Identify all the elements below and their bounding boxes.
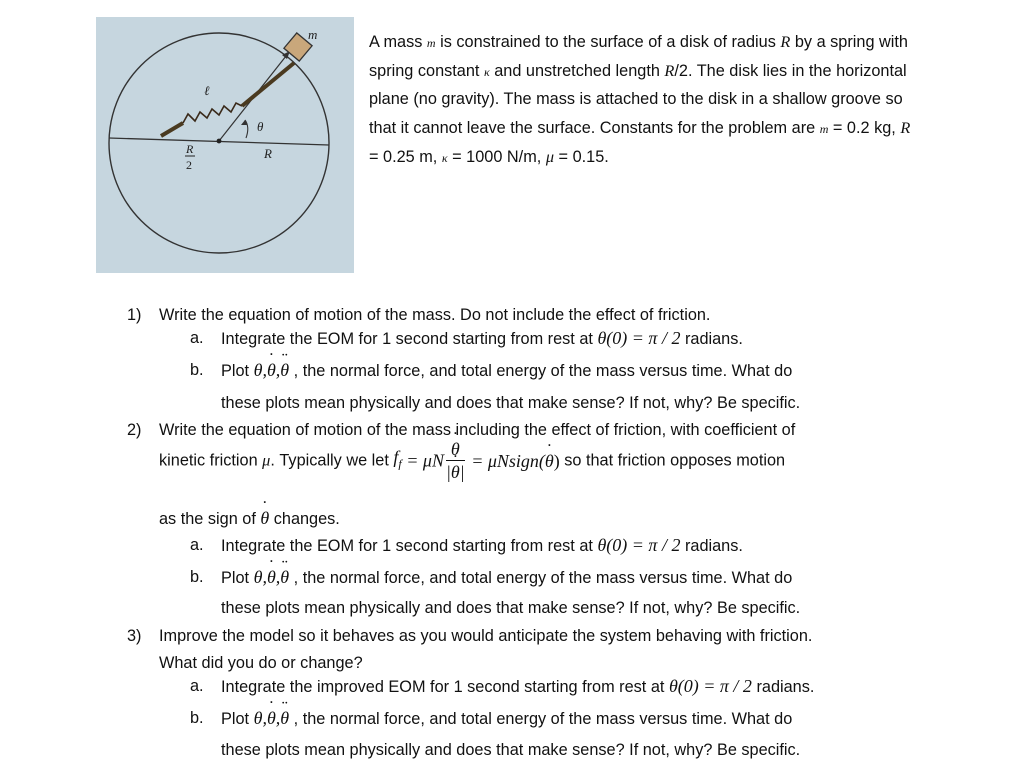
q3-number: 3) <box>127 627 142 645</box>
q2-l3-tail: changes. <box>269 510 340 528</box>
friction-fraction <box>446 438 465 483</box>
disk-diagram <box>96 17 354 273</box>
symbol-mu: μ <box>545 146 555 166</box>
spring-rod-outer <box>242 63 294 106</box>
q1a-text <box>221 327 743 350</box>
q3a-label: a. <box>190 677 204 695</box>
sign-term: = μNsign( <box>466 450 545 471</box>
q3b-text-line2: these plots mean physically and does that make sense? If not, why? Be specific. <box>221 741 801 759</box>
intro-text: = 0.25 m, <box>369 147 442 166</box>
q2-friction-line <box>159 438 785 483</box>
symbol-m: m <box>819 121 829 136</box>
half-radius-numerator: R <box>186 142 194 156</box>
theta-dot: θ ˙ <box>260 507 269 529</box>
theta-dot: θ ˙ <box>267 707 276 729</box>
q1b-text-line2: these plots mean physically and does that make sense? If not, why? Be specific. <box>221 394 801 412</box>
intro-text: /2. The disk lies in the horizontal plane (no gravity). The mass is attached to the disk in a shallow groove so that it cannot leave the surface. Constants for the problem are <box>369 62 907 137</box>
q2-mid: . Typically we let <box>270 451 394 470</box>
q1a-label: a. <box>190 329 204 347</box>
q2b-tail: , the normal force, and total energy of the mass versus time. What do <box>289 569 793 587</box>
symbol-mu: μ <box>262 450 271 470</box>
q3-text: Improve the model so it behaves as you would anticipate the system behaving with friction. <box>159 627 813 645</box>
q2a-text <box>221 534 743 557</box>
theta-derivatives: θ,θ ˙,θ ¨ <box>254 360 290 380</box>
q2b-lead: Plot <box>221 569 254 587</box>
q1a-lead: Integrate the EOM for 1 second starting from rest at <box>221 330 598 348</box>
q2a-initial-condition: θ(0) = π / 2 <box>597 535 681 555</box>
theta-dot: θ ˙ <box>451 438 460 460</box>
q3-text-line2: What did you do or change? <box>159 654 363 672</box>
q3a-text <box>221 675 814 698</box>
q1b-tail: , the normal force, and total energy of the mass versus time. What do <box>289 362 793 380</box>
intro-text: A mass <box>369 33 427 51</box>
friction-eq: = μN <box>401 450 444 471</box>
friction-rhs <box>467 451 560 471</box>
symbol-R: R <box>780 32 791 51</box>
q3b-label: b. <box>190 709 204 727</box>
q2-lead: kinetic friction <box>159 451 263 470</box>
q1a-initial-condition: θ(0) = π / 2 <box>597 328 681 348</box>
q2b-text-line2: these plots mean physically and does that make sense? If not, why? Be specific. <box>221 599 801 617</box>
theta-derivatives: θ,θ ˙,θ ¨ <box>254 708 290 728</box>
f: f <box>393 447 399 468</box>
symbol-R: R <box>664 61 675 81</box>
problem-statement <box>369 28 914 172</box>
spring-coil <box>183 103 242 123</box>
theta-ddot: θ ¨ <box>280 566 289 588</box>
close-paren: ) <box>553 450 560 471</box>
q3a-lead: Integrate the improved EOM for 1 second starting from rest at <box>221 678 669 696</box>
q2a-tail: radians. <box>680 537 743 555</box>
symbol-kappa: κ <box>441 150 448 165</box>
intro-text: and unstretched length <box>489 62 665 81</box>
q3a-tail: radians. <box>751 678 815 696</box>
spring-rod <box>161 123 183 136</box>
q3b-lead: Plot <box>221 710 254 728</box>
intro-text: by a spring with spring constant <box>369 33 908 81</box>
theta-derivatives: θ,θ ˙,θ ¨ <box>254 567 290 587</box>
q3a-initial-condition: θ(0) = π / 2 <box>668 676 752 696</box>
symbol-R: R <box>900 117 911 137</box>
theta-dot: θ ˙ <box>267 359 276 381</box>
q1-text: Write the equation of motion of the mass. Do not include the effect of friction. <box>159 306 711 324</box>
f-subscript: f <box>398 456 402 471</box>
q1b-text <box>221 359 792 382</box>
intro-text: = 1000 N/m, <box>447 147 546 166</box>
center-point <box>217 139 222 144</box>
radius-label: R <box>264 146 272 161</box>
q3b-text <box>221 707 792 730</box>
length-label: ℓ <box>204 83 210 98</box>
q2a-label: a. <box>190 536 204 554</box>
q1a-tail: radians. <box>680 330 743 348</box>
half-radius-denominator: 2 <box>186 158 192 172</box>
intro-text: is constrained to the surface of a disk of radius <box>435 33 781 51</box>
disk-figure <box>96 17 354 273</box>
q1-number: 1) <box>127 306 142 324</box>
q3b-tail: , the normal force, and total energy of the mass versus time. What do <box>289 710 793 728</box>
theta: θ <box>253 708 263 728</box>
theta: θ <box>253 360 263 380</box>
symbol-m: m <box>426 36 436 50</box>
symbol-kappa: κ <box>483 65 490 80</box>
q2b-label: b. <box>190 568 204 586</box>
intro-text: = 0.15. <box>554 147 609 166</box>
q2a-lead: Integrate the EOM for 1 second starting from rest at <box>221 537 598 555</box>
theta-dot: θ ˙ <box>267 566 276 588</box>
q2b-text <box>221 566 792 589</box>
q2-number: 2) <box>127 421 142 439</box>
theta-ddot: θ ¨ <box>280 707 289 729</box>
theta: θ <box>253 567 263 587</box>
q2-text: Write the equation of motion of the mass including the effect of friction, with coefficient of <box>159 421 796 439</box>
theta-ddot: θ ¨ <box>280 359 289 381</box>
mass-label: m <box>308 27 318 42</box>
q2-text-line3 <box>159 507 340 530</box>
friction-lhs <box>393 447 402 471</box>
intro-text: = 0.2 kg, <box>828 118 901 137</box>
abs-theta-dot: |θ| ˙ <box>446 461 465 483</box>
q1b-lead: Plot <box>221 362 254 380</box>
theta-label: θ <box>257 119 264 134</box>
q2-tail: so that friction opposes motion <box>559 451 786 470</box>
theta-dot: θ ˙ <box>545 448 554 474</box>
q2-l3-lead: as the sign of <box>159 510 261 528</box>
q1b-label: b. <box>190 361 204 379</box>
